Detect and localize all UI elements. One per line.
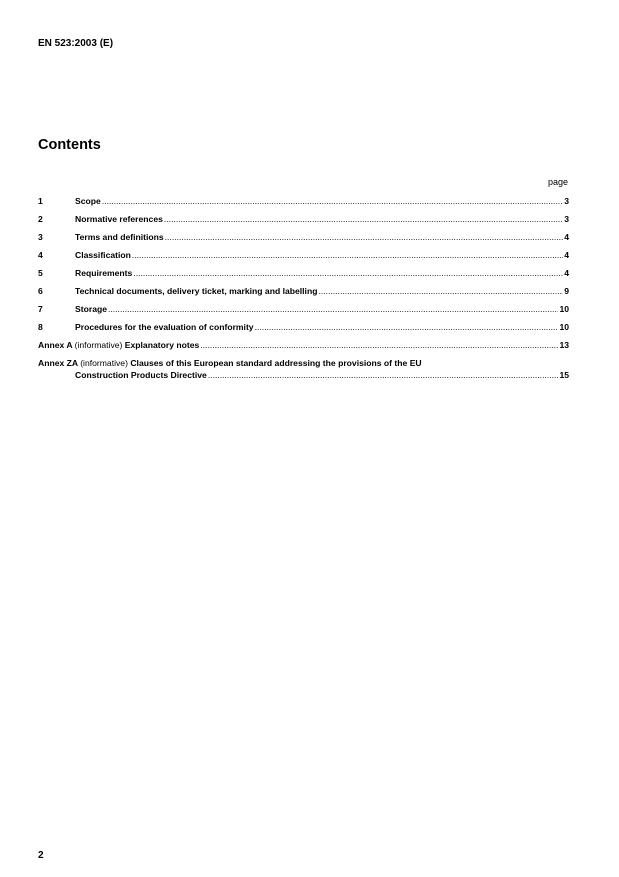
toc-entry-page: 4: [564, 268, 569, 278]
toc-entry-title-line-2: Construction Products Directive: [75, 370, 207, 380]
dot-leader: [132, 250, 563, 260]
dot-leader: [255, 322, 559, 332]
dot-leader: [108, 304, 558, 314]
toc-entry-5[interactable]: [38, 268, 569, 286]
annex-za-line-1: [38, 358, 569, 370]
toc-annex-za[interactable]: [38, 358, 569, 388]
toc-entry-number: 1: [38, 196, 43, 206]
dot-leader: [102, 196, 563, 206]
toc-entry-1[interactable]: [38, 196, 569, 214]
toc-entry-number: 4: [38, 250, 43, 260]
toc-entry-page: 13: [559, 340, 569, 350]
table-of-contents: [38, 196, 569, 388]
dot-leader: [208, 370, 559, 380]
annex-type: (informative): [80, 358, 128, 368]
toc-entry-number: 3: [38, 232, 43, 242]
annex-letter: Annex A: [38, 340, 73, 350]
toc-entry-title: Classification: [75, 250, 131, 260]
toc-entry-page: 4: [564, 232, 569, 242]
toc-annex-a[interactable]: [38, 340, 569, 358]
annex-za-line-2: [38, 370, 569, 388]
toc-entry-title: Explanatory notes: [124, 340, 200, 350]
dot-leader: [164, 214, 563, 224]
dot-leader: [133, 268, 563, 278]
toc-entry-title: Scope: [75, 196, 101, 206]
dot-leader: [318, 286, 563, 296]
toc-entry-page: 4: [564, 250, 569, 260]
toc-entry-7[interactable]: [38, 304, 569, 322]
toc-entry-title: Normative references: [75, 214, 163, 224]
toc-entry-number: 6: [38, 286, 43, 296]
toc-entry-number: 5: [38, 268, 43, 278]
toc-entry-page: 10: [559, 322, 569, 332]
toc-entry-2[interactable]: [38, 214, 569, 232]
toc-entry-page: 10: [559, 304, 569, 314]
toc-entry-title: Storage: [75, 304, 107, 314]
document-header: EN 523:2003 (E): [38, 38, 114, 49]
annex-letter: Annex ZA: [38, 358, 78, 368]
annex-label: [38, 340, 125, 350]
toc-entry-page: 3: [564, 214, 569, 224]
toc-entry-title-line-1: Clauses of this European standard addressing the provisions of the EU: [130, 358, 422, 368]
toc-entry-title: Terms and definitions: [75, 232, 164, 242]
toc-entry-number: 7: [38, 304, 43, 314]
toc-entry-title: Technical documents, delivery ticket, marking and labelling: [75, 286, 318, 296]
toc-entry-number: 2: [38, 214, 43, 224]
annex-label: [38, 358, 130, 368]
toc-entry-page: 15: [559, 370, 569, 380]
toc-entry-8[interactable]: [38, 322, 569, 340]
toc-entry-number: 8: [38, 322, 43, 332]
page-number: 2: [38, 850, 44, 861]
toc-entry-4[interactable]: [38, 250, 569, 268]
toc-entry-page: 3: [564, 196, 569, 206]
toc-entry-3[interactable]: [38, 232, 569, 250]
contents-title: Contents: [38, 137, 101, 153]
annex-type: (informative): [74, 340, 123, 350]
toc-entry-title: Requirements: [75, 268, 133, 278]
toc-entry-6[interactable]: [38, 286, 569, 304]
dot-leader: [200, 340, 558, 350]
toc-entry-title: Procedures for the evaluation of conformity: [75, 322, 254, 332]
dot-leader: [165, 232, 564, 242]
toc-entry-page: 9: [564, 286, 569, 296]
page-column-label: page: [547, 177, 568, 187]
